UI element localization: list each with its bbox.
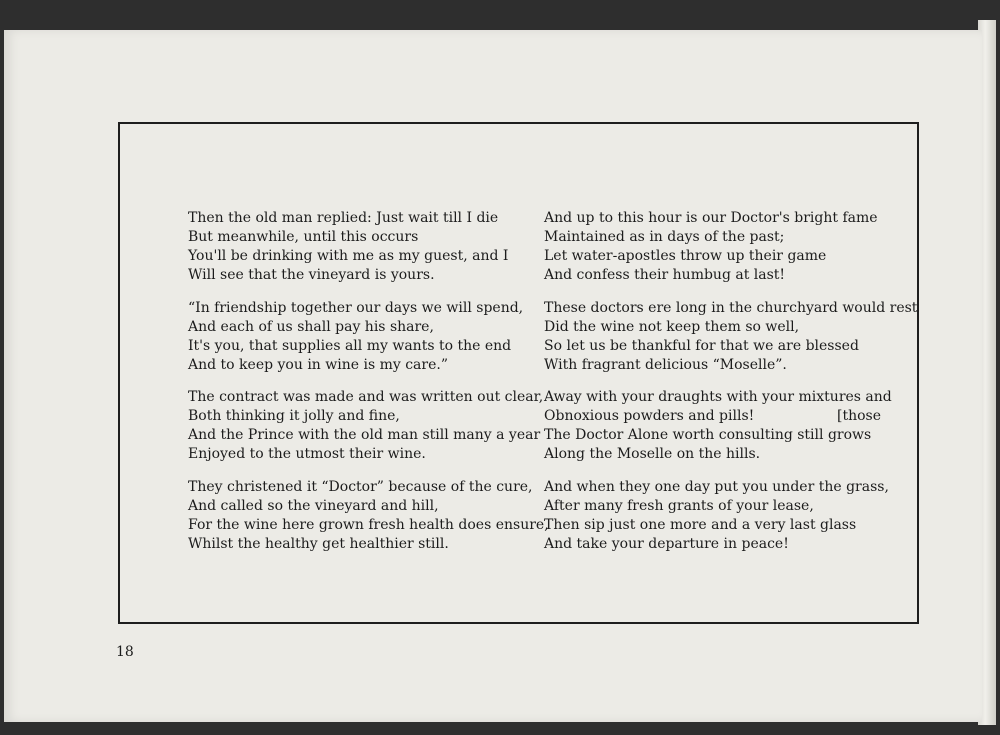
verse-line: With fragrant delicious “Moselle”. [544, 356, 787, 373]
verse-line: Both thinking it jolly and fine, [188, 408, 400, 424]
verse-line: Along the Moselle on the hills. [544, 446, 761, 462]
verse-line: And the Prince with the old man still many a year [188, 427, 541, 443]
verse-line: And confess their humbug at last! [544, 267, 786, 283]
page-number: 18 [116, 644, 134, 660]
verse-line: For the wine here grown fresh health does ensure, [188, 516, 549, 533]
verse-line: Will see that the vineyard is yours. [188, 267, 435, 283]
stanza [188, 478, 549, 554]
stanza [544, 209, 889, 285]
verse-line: It's you, that supplies all my wants to the end [188, 337, 512, 354]
verse-line: Whilst the healthy get healthier still. [188, 535, 449, 552]
verse-line: Enjoyed to the utmost their wine. [188, 446, 426, 462]
verse-line: And each of us shall pay his share, [188, 318, 434, 335]
verse-line: After many fresh grants of your lease, [544, 497, 814, 514]
verse-line: And take your departure in peace! [544, 535, 789, 552]
verse-line: The contract was made and was written out clear, [188, 389, 544, 405]
verse-line: Let water-apostles throw up their game [544, 248, 827, 264]
stanza [544, 299, 918, 375]
verse-line: Maintained as in days of the past; [544, 229, 785, 245]
bracket-continuation: [those [836, 408, 881, 424]
verse-line: “In friendship together our days we will spend, [188, 299, 524, 316]
verse-line: Then the old man replied: Just wait till I die [188, 210, 499, 226]
verse-line: You'll be drinking with me as my guest, and I [188, 248, 509, 264]
verse-line: Then sip just one more and a very last glass [544, 516, 857, 533]
verse-line: And up to this hour is our Doctor's bright fame [544, 210, 878, 226]
stanza [544, 388, 892, 464]
verse-line: The Doctor Alone worth consulting still grows [544, 427, 872, 443]
verse-line: And when they one day put you under the grass, [544, 478, 889, 495]
book-page [4, 30, 982, 722]
stanza [188, 209, 533, 285]
verse-line: They christened it “Doctor” because of the cure, [188, 478, 533, 495]
verse-line: But meanwhile, until this occurs [188, 229, 419, 245]
verse-line: Did the wine not keep them so well, [544, 318, 800, 335]
verse-line: And called so the vineyard and hill, [188, 497, 439, 514]
stanza [544, 478, 889, 554]
verse-line: So let us be thankful for that we are blessed [544, 337, 859, 354]
verse-line-text: Obnoxious powders and pills! [544, 408, 755, 424]
right-column [544, 209, 918, 567]
verse-line [544, 407, 889, 426]
poem-frame [118, 122, 919, 624]
verse-line: These doctors ere long in the churchyard would rest [544, 299, 918, 316]
left-column [188, 209, 549, 567]
stanza [188, 388, 544, 464]
verse-line: And to keep you in wine is my care.” [188, 356, 448, 373]
verse-line: Away with your draughts with your mixtures and [544, 389, 892, 405]
stanza [188, 299, 533, 375]
